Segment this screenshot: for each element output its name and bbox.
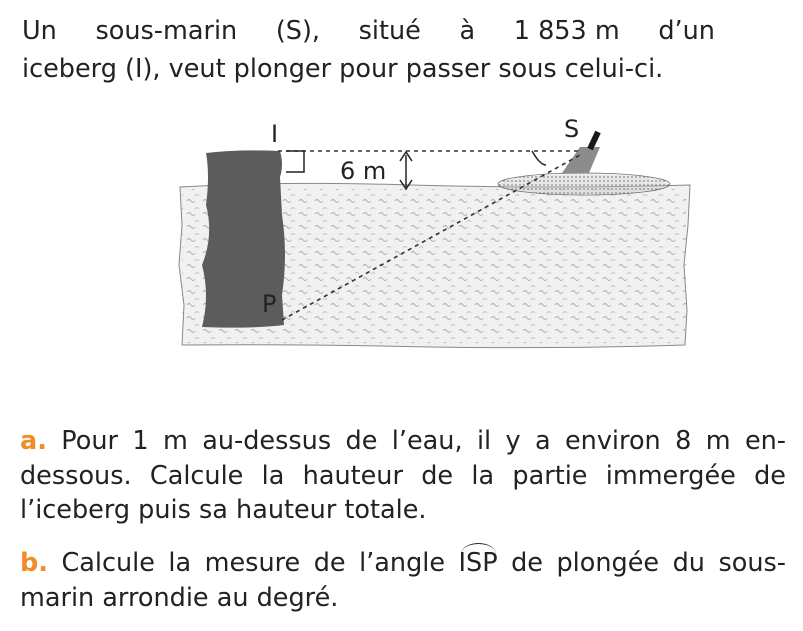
angle-arc-S xyxy=(532,151,546,165)
word: sous-marin xyxy=(95,16,238,46)
word: situé xyxy=(358,16,421,46)
angle-ISP: ISP xyxy=(459,546,498,581)
iceberg-submarine-figure xyxy=(170,115,700,350)
question-a-marker: a. xyxy=(20,426,47,456)
word: (S), xyxy=(275,16,321,46)
height-label: 6 m xyxy=(340,157,387,185)
problem-statement xyxy=(22,12,782,88)
submarine-wake-fill xyxy=(500,174,668,194)
label-I: I xyxy=(271,120,279,148)
statement-line-2: iceberg (I), veut plonger pour passer sous celui-ci. xyxy=(22,54,664,84)
question-b-marker: b. xyxy=(20,548,48,578)
question-b-text-before: Calcule la mesure de l’angle xyxy=(61,548,446,578)
word: à xyxy=(459,16,476,46)
periscope xyxy=(590,132,598,149)
word: d’un xyxy=(658,16,715,46)
question-a xyxy=(20,424,786,528)
question-b-text-after: de plongée du sous-marin arrondie au degré. xyxy=(20,548,786,613)
label-S: S xyxy=(564,115,580,143)
distance-value: 1 853 m xyxy=(513,16,620,46)
question-b xyxy=(20,546,786,615)
label-P: P xyxy=(262,290,277,318)
question-a-text: Pour 1 m au-dessus de l’eau, il y a environ 8 m en-dessous. Calcule la hauteur de la partie immergée de l’iceberg puis sa hauteur totale. xyxy=(20,426,786,525)
statement-line-1 xyxy=(22,12,715,50)
word: Un xyxy=(22,16,57,46)
right-angle-marker xyxy=(286,151,304,172)
